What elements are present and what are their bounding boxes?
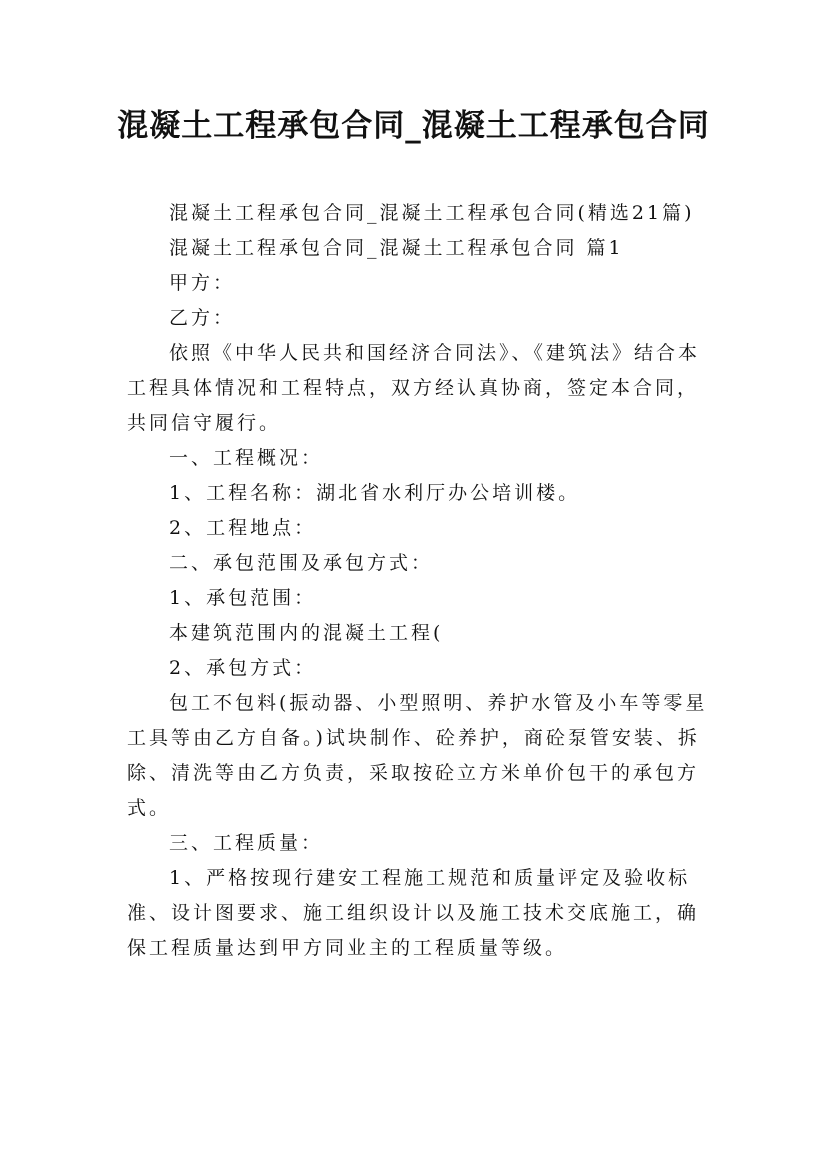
paragraph-method: 包工不包料(振动器、小型照明、养护水管及小车等零星工具等由乙方自备。)试块制作、砼养护，商砼泵管安装、拆除、清洗等由乙方负责，采取按砼立方米单价包干的承包方式。: [127, 692, 708, 819]
document-title: 混凝土工程承包合同_混凝土工程承包合同: [117, 108, 710, 144]
paragraph-section-3: 三、工程质量：: [169, 832, 324, 854]
paragraph-basis: 依照《中华人民共和国经济合同法》、《建筑法》结合本工程具体情况和工程特点，双方经认真协商，签定本合同，共同信守履行。: [127, 342, 701, 434]
paragraph-scope-heading: 1、承包范围：: [169, 587, 317, 609]
paragraph-section-1: 一、工程概况：: [169, 447, 324, 469]
paragraph-party-b: 乙方：: [169, 307, 236, 329]
paragraph-scope: 本建筑范围内的混凝土工程(: [169, 622, 444, 644]
paragraph-section-2: 二、承包范围及承包方式：: [169, 552, 434, 574]
paragraph-article-heading: 混凝土工程承包合同_混凝土工程承包合同 篇1: [169, 237, 624, 259]
paragraph-method-heading: 2、承包方式：: [169, 657, 317, 679]
paragraph-party-a: 甲方：: [169, 272, 236, 294]
document-body: [127, 196, 717, 966]
paragraph-project-location: 2、工程地点：: [169, 517, 317, 539]
paragraph-subtitle: 混凝土工程承包合同_混凝土工程承包合同(精选21篇): [169, 202, 695, 224]
paragraph-project-name: 1、工程名称：湖北省水利厅办公培训楼。: [169, 482, 581, 504]
paragraph-quality: 1、严格按现行建安工程施工规范和质量评定及验收标准、设计图要求、施工组织设计以及施工技术交底施工，确保工程质量达到甲方同业主的工程质量等级。: [127, 867, 700, 959]
